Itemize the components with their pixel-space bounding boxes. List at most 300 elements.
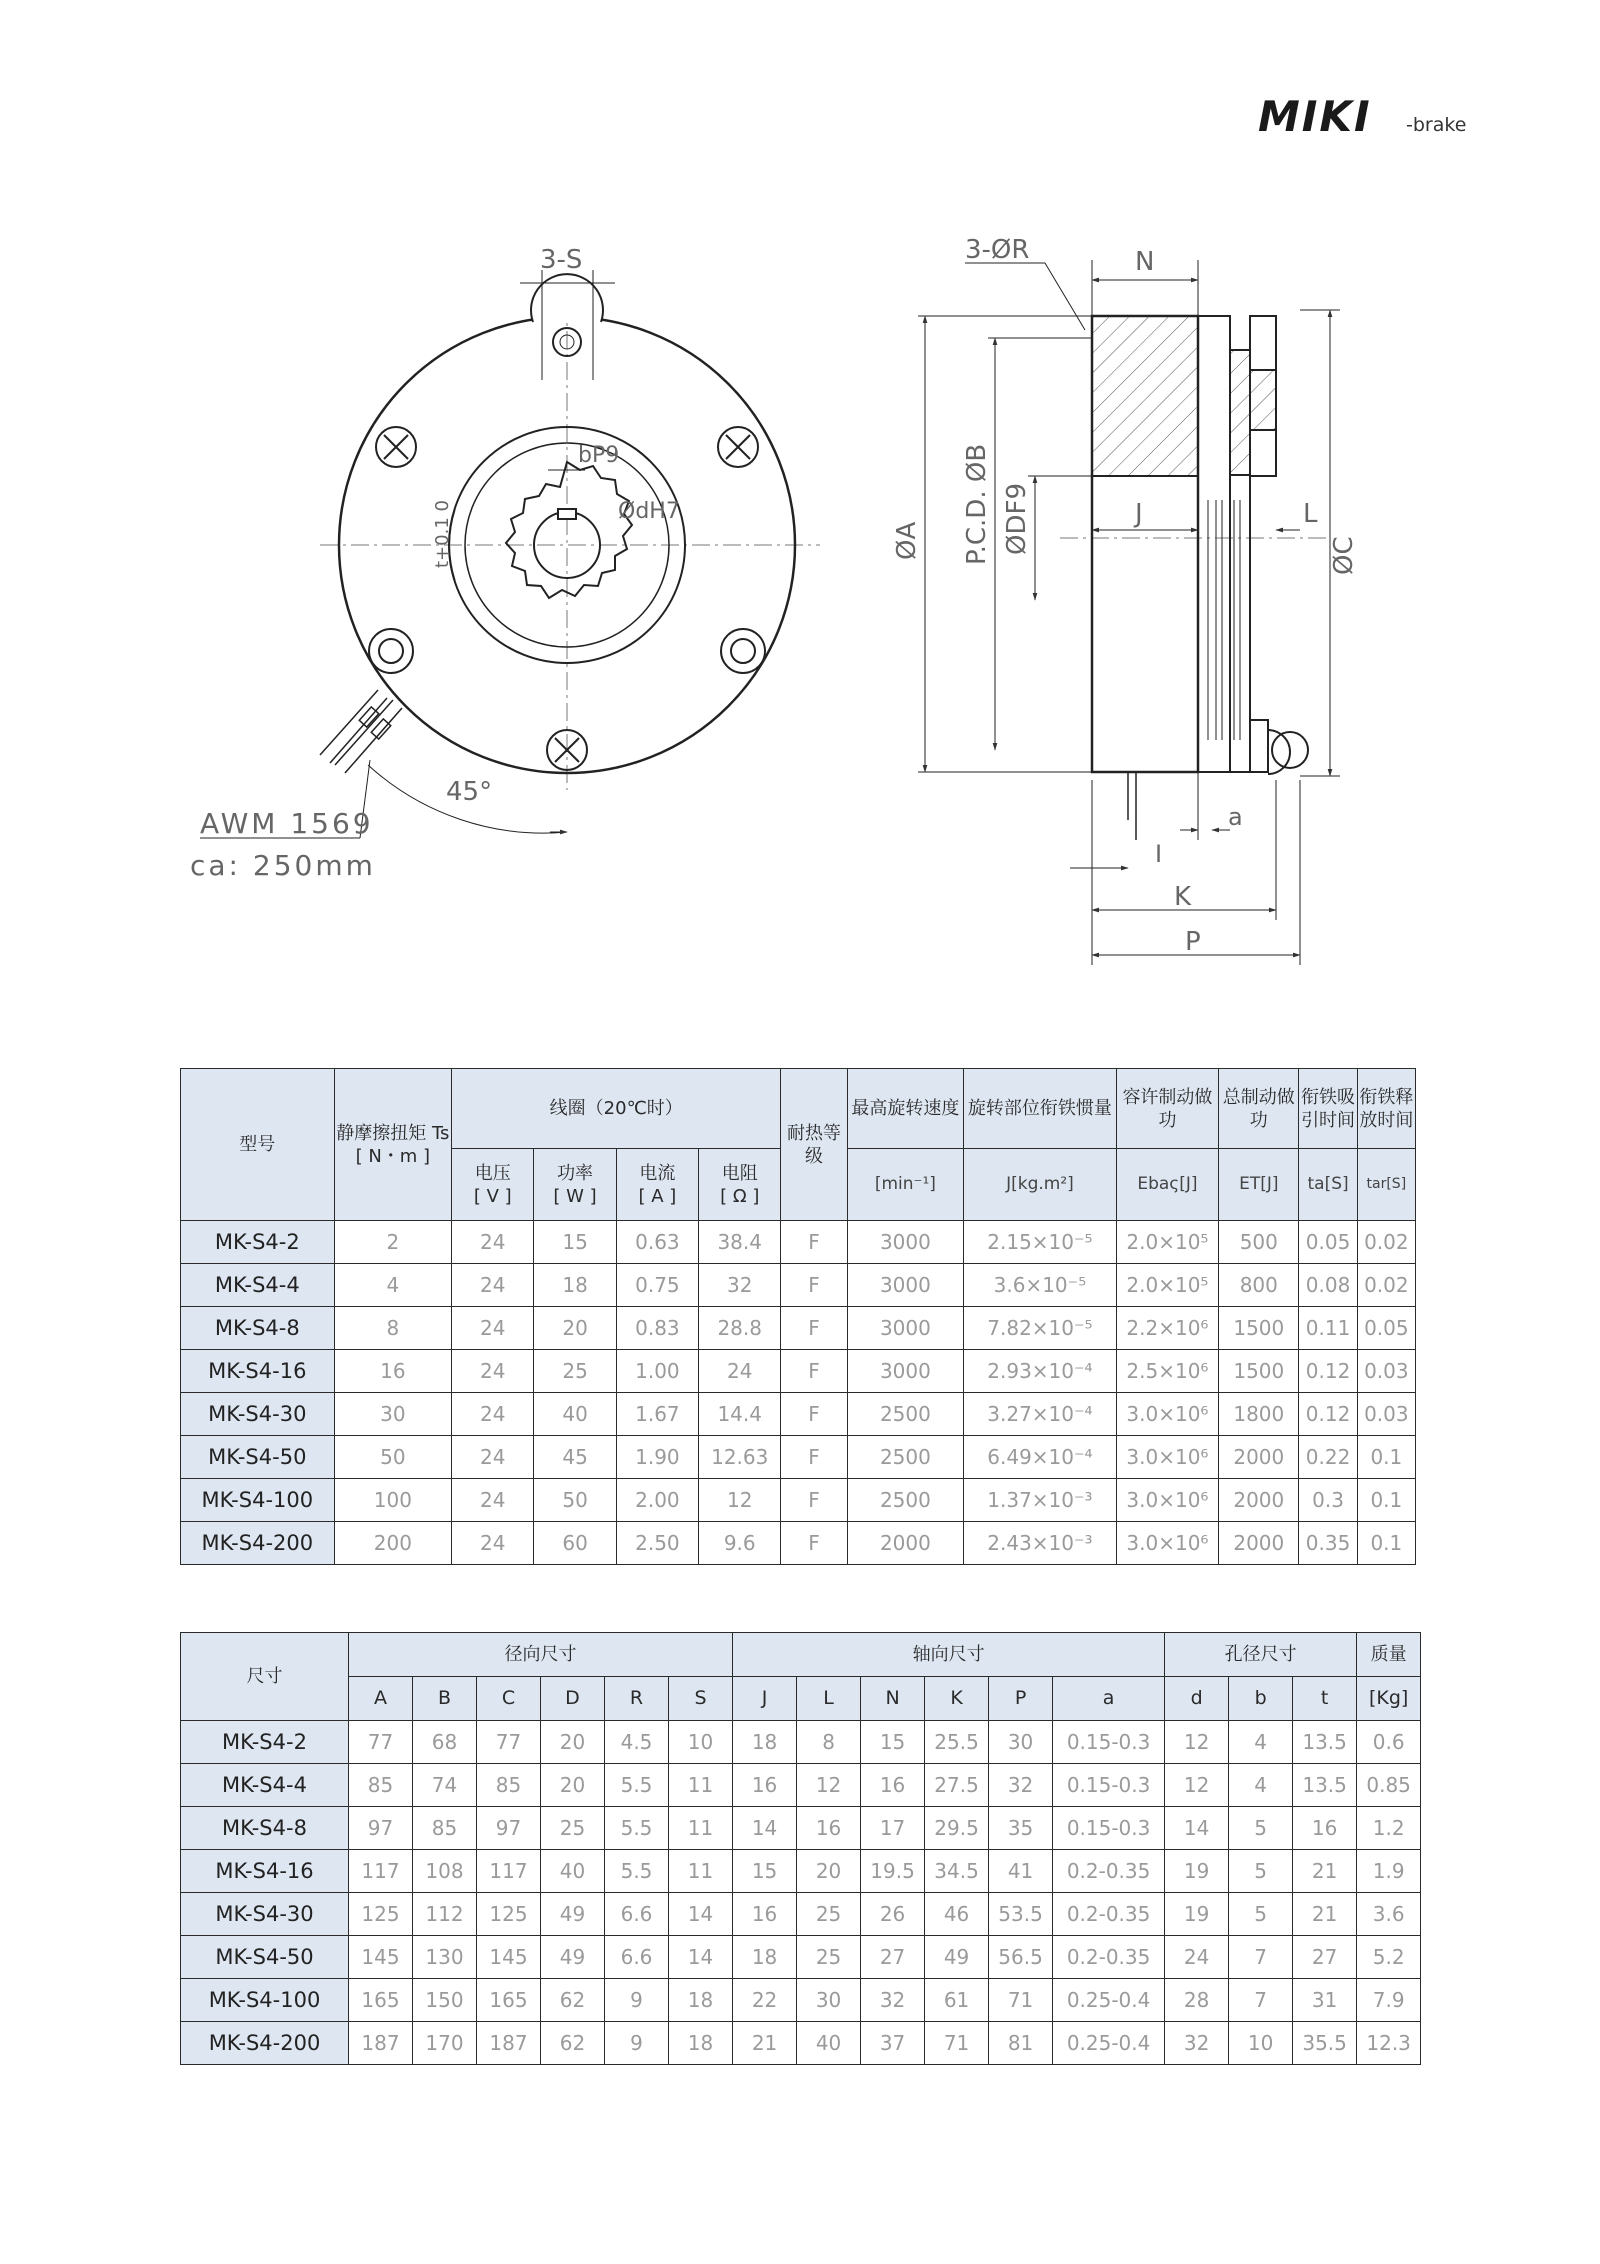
table-cell: 5 xyxy=(1229,1893,1293,1936)
table-cell: 0.6 xyxy=(1357,1721,1421,1764)
table-cell: 49 xyxy=(925,1936,989,1979)
size-cell: MK-S4-30 xyxy=(181,1893,349,1936)
table-cell: 6.6 xyxy=(605,1893,669,1936)
header-power xyxy=(534,1149,616,1221)
label-d: ØdH7 xyxy=(618,499,680,524)
table-cell: 30 xyxy=(334,1393,451,1436)
column-header: D xyxy=(541,1677,605,1721)
column-header: J xyxy=(733,1677,797,1721)
table-cell: 30 xyxy=(989,1721,1053,1764)
table-cell: 19 xyxy=(1165,1850,1229,1893)
label-a-gap: a xyxy=(1228,803,1243,831)
table-cell: 0.83 xyxy=(616,1307,698,1350)
header-release-time: 衔铁释放时间 xyxy=(1357,1069,1415,1149)
table-cell: 16 xyxy=(733,1764,797,1807)
label-p: P xyxy=(1185,927,1201,957)
table-cell: F xyxy=(781,1264,847,1307)
table-cell: 15 xyxy=(534,1221,616,1264)
table-row xyxy=(181,1893,1421,1936)
table-cell: 1500 xyxy=(1219,1307,1299,1350)
table-cell: 7 xyxy=(1229,1936,1293,1979)
screw-icon xyxy=(376,427,416,467)
column-header: C xyxy=(477,1677,541,1721)
table-cell: 16 xyxy=(861,1764,925,1807)
size-cell: MK-S4-100 xyxy=(181,1979,349,2022)
header-resistance-label: 电阻 xyxy=(721,1162,758,1184)
model-cell: MK-S4-16 xyxy=(181,1350,335,1393)
table-cell: 5 xyxy=(1229,1807,1293,1850)
table-row xyxy=(181,2022,1421,2065)
table-cell: 2500 xyxy=(847,1393,963,1436)
table-cell: 4 xyxy=(1229,1764,1293,1807)
table-cell: 2000 xyxy=(1219,1479,1299,1522)
table-row xyxy=(181,1350,1416,1393)
table-cell: 3.6×10⁻⁵ xyxy=(964,1264,1117,1307)
table-cell: 77 xyxy=(349,1721,413,1764)
table-cell: 25 xyxy=(534,1350,616,1393)
table-cell: 11 xyxy=(669,1850,733,1893)
model-cell: MK-S4-50 xyxy=(181,1436,335,1479)
table-cell: 32 xyxy=(1165,2022,1229,2065)
table-cell: 5.5 xyxy=(605,1850,669,1893)
table-cell: 3.27×10⁻⁴ xyxy=(964,1393,1117,1436)
size-cell: MK-S4-50 xyxy=(181,1936,349,1979)
header-axial: 轴向尺寸 xyxy=(733,1633,1165,1677)
table-cell: 18 xyxy=(669,2022,733,2065)
table-cell: F xyxy=(781,1350,847,1393)
header-power-label: 功率 xyxy=(557,1162,594,1184)
model-cell: MK-S4-200 xyxy=(181,1522,335,1565)
header-voltage-label: 电压 xyxy=(474,1162,511,1184)
column-header: S xyxy=(669,1677,733,1721)
table-cell: 4.5 xyxy=(605,1721,669,1764)
table-cell: 1.67 xyxy=(616,1393,698,1436)
table-row xyxy=(181,1264,1416,1307)
table-cell: 2.43×10⁻³ xyxy=(964,1522,1117,1565)
header-radial: 径向尺寸 xyxy=(349,1633,733,1677)
table-cell: 1.37×10⁻³ xyxy=(964,1479,1117,1522)
table-cell: 50 xyxy=(334,1436,451,1479)
front-view-labels xyxy=(190,245,680,882)
table-cell: 2000 xyxy=(1219,1436,1299,1479)
table-cell: 11 xyxy=(669,1764,733,1807)
column-header: L xyxy=(797,1677,861,1721)
table-cell: F xyxy=(781,1393,847,1436)
table-row xyxy=(181,1850,1421,1893)
model-cell: MK-S4-2 xyxy=(181,1221,335,1264)
header-work: 容许制动做功 xyxy=(1116,1069,1218,1149)
table-cell: 49 xyxy=(541,1936,605,1979)
header-attract-time: 衔铁吸引时间 xyxy=(1299,1069,1357,1149)
table-cell: 6.6 xyxy=(605,1936,669,1979)
table-cell: 0.2-0.35 xyxy=(1053,1893,1165,1936)
table-cell: 2500 xyxy=(847,1479,963,1522)
label-3-r: 3-ØR xyxy=(965,235,1030,265)
table-cell: 0.05 xyxy=(1357,1307,1415,1350)
model-cell: MK-S4-4 xyxy=(181,1264,335,1307)
label-t: t+0.1 0 xyxy=(432,500,453,568)
table-cell: 1.9 xyxy=(1357,1850,1421,1893)
table-row xyxy=(181,1979,1421,2022)
table-cell: 0.25-0.4 xyxy=(1053,1979,1165,2022)
table-cell: 800 xyxy=(1219,1264,1299,1307)
header-bore: 孔径尺寸 xyxy=(1165,1633,1357,1677)
table-cell: 14 xyxy=(669,1936,733,1979)
table-cell: 30 xyxy=(797,1979,861,2022)
table-cell: 68 xyxy=(413,1721,477,1764)
table-cell: 28 xyxy=(1165,1979,1229,2022)
column-header: B xyxy=(413,1677,477,1721)
table-cell: 49 xyxy=(541,1893,605,1936)
table-cell: 0.02 xyxy=(1357,1264,1415,1307)
column-header: P xyxy=(989,1677,1053,1721)
table-cell: 1800 xyxy=(1219,1393,1299,1436)
table-cell: 3.6 xyxy=(1357,1893,1421,1936)
header-mass: 质量 xyxy=(1357,1633,1421,1677)
header-work-unit: Ebaς[J] xyxy=(1116,1149,1218,1221)
table-cell: 2500 xyxy=(847,1436,963,1479)
logo-sub-text: -brake xyxy=(1406,114,1467,136)
table-cell: 14 xyxy=(733,1807,797,1850)
table-cell: 7 xyxy=(1229,1979,1293,2022)
table-cell: 2.2×10⁶ xyxy=(1116,1307,1218,1350)
table-cell: 53.5 xyxy=(989,1893,1053,1936)
table-cell: 28.8 xyxy=(699,1307,781,1350)
table-cell: 3.0×10⁶ xyxy=(1116,1436,1218,1479)
column-header: a xyxy=(1053,1677,1165,1721)
table-cell: 5.5 xyxy=(605,1764,669,1807)
table-cell: 8 xyxy=(334,1307,451,1350)
table-cell: 24 xyxy=(452,1522,534,1565)
table-cell: 56.5 xyxy=(989,1936,1053,1979)
table-cell: 200 xyxy=(334,1522,451,1565)
table-cell: 16 xyxy=(733,1893,797,1936)
table-cell: 25 xyxy=(797,1936,861,1979)
dimension-table-body xyxy=(181,1721,1421,2065)
table-cell: 97 xyxy=(477,1807,541,1850)
table-cell: 3000 xyxy=(847,1264,963,1307)
label-d-side: ØDF9 xyxy=(1002,483,1032,555)
side-view xyxy=(918,260,1340,965)
table-cell: 2000 xyxy=(847,1522,963,1565)
header-torque-label: 静摩擦扭矩 Ts xyxy=(336,1122,450,1144)
table-cell: 31 xyxy=(1293,1979,1357,2022)
table-cell: 85 xyxy=(477,1764,541,1807)
table-cell: 0.1 xyxy=(1357,1479,1415,1522)
column-header: t xyxy=(1293,1677,1357,1721)
table-cell: 2.93×10⁻⁴ xyxy=(964,1350,1117,1393)
table-cell: 0.03 xyxy=(1357,1350,1415,1393)
table-cell: 24 xyxy=(452,1436,534,1479)
table-row xyxy=(181,1721,1421,1764)
table-cell: 7.82×10⁻⁵ xyxy=(964,1307,1117,1350)
table-cell: F xyxy=(781,1479,847,1522)
table-cell: 0.05 xyxy=(1299,1221,1357,1264)
table-cell: 62 xyxy=(541,2022,605,2065)
table-cell: 3.0×10⁶ xyxy=(1116,1522,1218,1565)
table-cell: 117 xyxy=(477,1850,541,1893)
table-row xyxy=(181,1393,1416,1436)
table-cell: 27.5 xyxy=(925,1764,989,1807)
table-row xyxy=(181,1307,1416,1350)
table-cell: 10 xyxy=(669,1721,733,1764)
table-cell: 35.5 xyxy=(1293,2022,1357,2065)
table-cell: 0.2-0.35 xyxy=(1053,1936,1165,1979)
header-model: 型号 xyxy=(181,1069,335,1221)
table-cell: 12 xyxy=(1165,1721,1229,1764)
table-cell: 0.02 xyxy=(1357,1221,1415,1264)
table-cell: 40 xyxy=(534,1393,616,1436)
table-cell: 0.1 xyxy=(1357,1436,1415,1479)
table-cell: 6.49×10⁻⁴ xyxy=(964,1436,1117,1479)
model-cell: MK-S4-8 xyxy=(181,1307,335,1350)
table-cell: 27 xyxy=(1293,1936,1357,1979)
table-cell: 61 xyxy=(925,1979,989,2022)
table-cell: 24 xyxy=(699,1350,781,1393)
table-cell: 0.11 xyxy=(1299,1307,1357,1350)
header-total-unit: ET[J] xyxy=(1219,1149,1299,1221)
header-current-unit: [ A ] xyxy=(638,1185,677,1207)
table-cell: 4 xyxy=(1229,1721,1293,1764)
table-cell: 24 xyxy=(452,1479,534,1522)
table-cell: 21 xyxy=(733,2022,797,2065)
table-cell: 0.63 xyxy=(616,1221,698,1264)
table-cell: 37 xyxy=(861,2022,925,2065)
table-cell: 0.15-0.3 xyxy=(1053,1721,1165,1764)
table-cell: 0.3 xyxy=(1299,1479,1357,1522)
table-cell: 3000 xyxy=(847,1350,963,1393)
table-row xyxy=(181,1807,1421,1850)
dimension-spec-table xyxy=(180,1632,1421,2065)
header-resistance-unit: [ Ω ] xyxy=(720,1185,760,1207)
table-cell: 0.08 xyxy=(1299,1264,1357,1307)
table-cell: 20 xyxy=(541,1721,605,1764)
label-a: ØA xyxy=(892,521,922,560)
table-cell: 187 xyxy=(477,2022,541,2065)
table-cell: 9 xyxy=(605,2022,669,2065)
table-cell: 0.03 xyxy=(1357,1393,1415,1436)
performance-table-body xyxy=(181,1221,1416,1565)
label-angle: 45° xyxy=(446,777,493,807)
table-cell: 170 xyxy=(413,2022,477,2065)
column-header: N xyxy=(861,1677,925,1721)
table-cell: 9.6 xyxy=(699,1522,781,1565)
table-cell: 187 xyxy=(349,2022,413,2065)
table-cell: 16 xyxy=(334,1350,451,1393)
table-cell: 24 xyxy=(452,1350,534,1393)
table-cell: 0.1 xyxy=(1357,1522,1415,1565)
header-inertia: 旋转部位衔铁惯量 xyxy=(964,1069,1117,1149)
table-cell: 3000 xyxy=(847,1221,963,1264)
table-cell: 0.85 xyxy=(1357,1764,1421,1807)
table-row xyxy=(181,1479,1416,1522)
header-attract-unit: ta[S] xyxy=(1299,1149,1357,1221)
table-cell: 18 xyxy=(669,1979,733,2022)
table-cell: 97 xyxy=(349,1807,413,1850)
table-cell: 11 xyxy=(669,1807,733,1850)
table-cell: 24 xyxy=(452,1264,534,1307)
model-cell: MK-S4-100 xyxy=(181,1479,335,1522)
table-cell: 24 xyxy=(452,1393,534,1436)
column-header: d xyxy=(1165,1677,1229,1721)
table-cell: 85 xyxy=(349,1764,413,1807)
table-cell: 32 xyxy=(699,1264,781,1307)
label-3-s: 3-S xyxy=(540,245,583,275)
header-torque-unit: [ N・m ] xyxy=(355,1145,431,1167)
table-cell: 2.0×10⁵ xyxy=(1116,1221,1218,1264)
table-cell: 14 xyxy=(669,1893,733,1936)
label-b-pcd: P.C.D. ØB xyxy=(962,443,992,565)
table-cell: 130 xyxy=(413,1936,477,1979)
table-cell: 71 xyxy=(989,1979,1053,2022)
table-cell: 13.5 xyxy=(1293,1721,1357,1764)
table-cell: 29.5 xyxy=(925,1807,989,1850)
table-cell: 14 xyxy=(1165,1807,1229,1850)
label-i: I xyxy=(1155,840,1163,868)
table-cell: 16 xyxy=(1293,1807,1357,1850)
table-cell: 117 xyxy=(349,1850,413,1893)
table-cell: 1.90 xyxy=(616,1436,698,1479)
table-cell: 38.4 xyxy=(699,1221,781,1264)
table-cell: 1500 xyxy=(1219,1350,1299,1393)
table-cell: 7.9 xyxy=(1357,1979,1421,2022)
table-cell: 74 xyxy=(413,1764,477,1807)
table-cell: 125 xyxy=(477,1893,541,1936)
table-cell: 1.00 xyxy=(616,1350,698,1393)
header-speed: 最高旋转速度 xyxy=(847,1069,963,1149)
header-torque xyxy=(334,1069,451,1221)
table-cell: 12 xyxy=(699,1479,781,1522)
table-cell: 10 xyxy=(1229,2022,1293,2065)
column-header: b xyxy=(1229,1677,1293,1721)
table-cell: F xyxy=(781,1522,847,1565)
table-cell: 145 xyxy=(349,1936,413,1979)
table-cell: 25 xyxy=(541,1807,605,1850)
table-cell: 45 xyxy=(534,1436,616,1479)
header-release-unit: tar[S] xyxy=(1357,1149,1415,1221)
table-cell: 15 xyxy=(733,1850,797,1893)
table-cell: 0.2-0.35 xyxy=(1053,1850,1165,1893)
table-cell: 12 xyxy=(797,1764,861,1807)
screw-icon xyxy=(718,427,758,467)
label-b: bP9 xyxy=(578,443,620,468)
table-cell: 0.25-0.4 xyxy=(1053,2022,1165,2065)
table-cell: 25.5 xyxy=(925,1721,989,1764)
table-cell: F xyxy=(781,1307,847,1350)
table-cell: 34.5 xyxy=(925,1850,989,1893)
table-cell: F xyxy=(781,1436,847,1479)
label-c: ØC xyxy=(1329,536,1359,575)
table-cell: 5.5 xyxy=(605,1807,669,1850)
table-cell: 16 xyxy=(797,1807,861,1850)
table-cell: 17 xyxy=(861,1807,925,1850)
size-cell: MK-S4-16 xyxy=(181,1850,349,1893)
header-inertia-unit: J[kg.m²] xyxy=(964,1149,1117,1221)
table-cell: 15 xyxy=(861,1721,925,1764)
table-cell: 0.22 xyxy=(1299,1436,1357,1479)
performance-spec-table xyxy=(180,1068,1416,1565)
table-cell: 1.2 xyxy=(1357,1807,1421,1850)
table-cell: 24 xyxy=(452,1221,534,1264)
table-cell: 60 xyxy=(534,1522,616,1565)
table-cell: 2 xyxy=(334,1221,451,1264)
dimension-column-headers xyxy=(181,1677,1421,1721)
header-voltage xyxy=(452,1149,534,1221)
table-cell: 50 xyxy=(534,1479,616,1522)
header-resistance xyxy=(699,1149,781,1221)
table-cell: 5.2 xyxy=(1357,1936,1421,1979)
table-cell: 24 xyxy=(1165,1936,1229,1979)
label-l: L xyxy=(1303,499,1318,529)
table-cell: 100 xyxy=(334,1479,451,1522)
table-cell: 12.63 xyxy=(699,1436,781,1479)
table-cell: 2.15×10⁻⁵ xyxy=(964,1221,1117,1264)
table-cell: 19.5 xyxy=(861,1850,925,1893)
size-cell: MK-S4-8 xyxy=(181,1807,349,1850)
table-cell: 150 xyxy=(413,1979,477,2022)
column-header: A xyxy=(349,1677,413,1721)
table-cell: 3.0×10⁶ xyxy=(1116,1479,1218,1522)
label-wire: AWM 1569 xyxy=(200,807,374,840)
table-cell: 125 xyxy=(349,1893,413,1936)
table-cell: 40 xyxy=(797,2022,861,2065)
table-cell: 19 xyxy=(1165,1893,1229,1936)
table-cell: 71 xyxy=(925,2022,989,2065)
table-cell: 4 xyxy=(334,1264,451,1307)
table-cell: 14.4 xyxy=(699,1393,781,1436)
header-speed-unit: [min⁻¹] xyxy=(847,1149,963,1221)
table-row xyxy=(181,1221,1416,1264)
table-cell: 27 xyxy=(861,1936,925,1979)
table-cell: 0.15-0.3 xyxy=(1053,1807,1165,1850)
table-cell: 32 xyxy=(989,1764,1053,1807)
table-cell: 0.15-0.3 xyxy=(1053,1764,1165,1807)
table-cell: 3000 xyxy=(847,1307,963,1350)
size-cell: MK-S4-4 xyxy=(181,1764,349,1807)
table-cell: 20 xyxy=(541,1764,605,1807)
table-cell: 81 xyxy=(989,2022,1053,2065)
table-cell: 21 xyxy=(1293,1850,1357,1893)
label-k: K xyxy=(1174,882,1192,912)
table-cell: 5 xyxy=(1229,1850,1293,1893)
header-power-unit: [ W ] xyxy=(553,1185,597,1207)
table-row xyxy=(181,1936,1421,1979)
table-cell: 112 xyxy=(413,1893,477,1936)
table-cell: 12 xyxy=(1165,1764,1229,1807)
header-size: 尺寸 xyxy=(181,1633,349,1721)
table-cell: 32 xyxy=(861,1979,925,2022)
table-cell: 0.12 xyxy=(1299,1350,1357,1393)
table-cell: 3.0×10⁶ xyxy=(1116,1393,1218,1436)
table-cell: 85 xyxy=(413,1807,477,1850)
table-cell: 2.0×10⁵ xyxy=(1116,1264,1218,1307)
table-cell: 2.00 xyxy=(616,1479,698,1522)
table-cell: 62 xyxy=(541,1979,605,2022)
table-row xyxy=(181,1764,1421,1807)
technical-drawing xyxy=(0,0,1600,1000)
table-cell: 165 xyxy=(477,1979,541,2022)
size-cell: MK-S4-200 xyxy=(181,2022,349,2065)
table-cell: 26 xyxy=(861,1893,925,1936)
table-cell: 22 xyxy=(733,1979,797,2022)
label-n: N xyxy=(1135,247,1155,277)
table-cell: 8 xyxy=(797,1721,861,1764)
table-cell: 35 xyxy=(989,1807,1053,1850)
label-j: J xyxy=(1135,499,1143,529)
table-cell: 0.12 xyxy=(1299,1393,1357,1436)
table-cell: 46 xyxy=(925,1893,989,1936)
table-cell: 12.3 xyxy=(1357,2022,1421,2065)
